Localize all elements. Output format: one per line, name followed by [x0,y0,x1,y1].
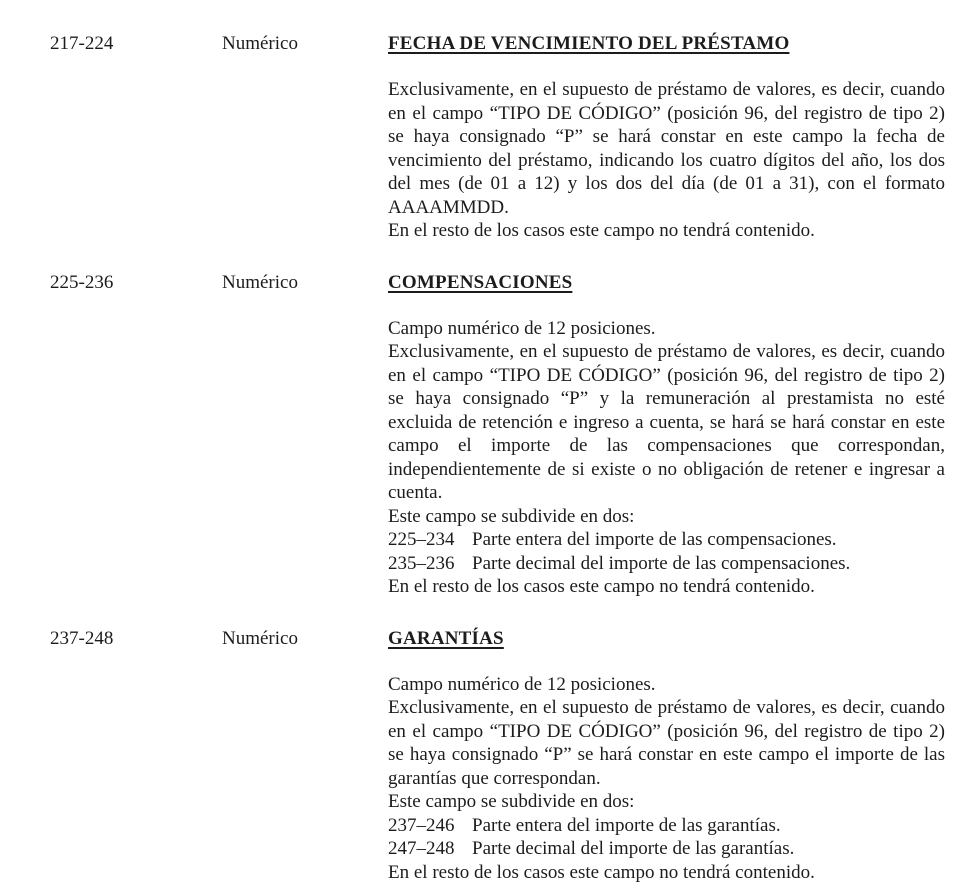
field-title: COMPENSACIONES [388,271,573,293]
paragraph: En el resto de los casos este campo no tendrá contenido. [388,576,815,597]
subdivision-range: 247–248 [388,838,455,859]
subdivision-description: Parte entera del importe de las compensaciones. [472,529,837,550]
paragraph: Exclusivamente, en el supuesto de préstamo de valores, es decir, cuando en el campo “TIPO DE CÓDIGO” (posición 96, del registro de tipo 2) se haya consignado “P” se hará constar en este campo el importe de las garantías que correspondan. [388,697,945,789]
paragraph: Exclusivamente, en el supuesto de préstamo de valores, es decir, cuando en el campo “TIPO DE CÓDIGO” (posición 96, del registro de tipo 2) se haya consignado “P” se hará constar en este campo la fecha de vencimiento del préstamo, indicando los cuatro dígitos del año, los dos del mes (de 01 a 12) y los dos del día (de 01 a 31), con el formato AAAAMMDD. [388,79,945,218]
paragraph: En el resto de los casos este campo no tendrá contenido. [388,220,815,241]
field-type: Numérico [222,271,298,293]
field-type: Numérico [222,33,298,54]
field-section-garantias [50,627,945,885]
field-section-compensaciones [50,271,945,599]
subdivision-range: 235–236 [388,552,455,574]
field-type: Numérico [222,627,298,649]
paragraph: Campo numérico de 12 posiciones. [388,673,656,695]
paragraph: Campo numérico de 12 posiciones. [388,317,656,339]
field-description [388,78,945,243]
subdivision-row [388,528,945,552]
field-title: GARANTÍAS [388,627,504,649]
subdivision-row [388,837,945,861]
subdivision-description: Parte entera del importe de las garantías. [472,814,781,836]
field-description [388,317,945,599]
subdivision-description: Parte decimal del importe de las garantías. [472,838,795,859]
field-section-fecha-vencimiento [50,32,945,243]
paragraph: Este campo se subdivide en dos: [388,505,635,527]
subdivision-row [388,814,945,838]
field-positions: 237-248 [50,627,114,649]
subdivision-description: Parte decimal del importe de las compensaciones. [472,552,851,574]
field-description [388,673,945,885]
field-positions: 217-224 [50,33,114,54]
subdivision-range: 237–246 [388,814,455,836]
field-positions: 225-236 [50,271,114,293]
field-main-column [388,32,945,243]
field-title: FECHA DE VENCIMIENTO DEL PRÉSTAMO [388,33,790,54]
subdivision-range: 225–234 [388,529,455,550]
field-main-column [388,627,945,885]
field-main-column [388,271,945,599]
subdivision-row [388,552,945,576]
paragraph: Exclusivamente, en el supuesto de préstamo de valores, es decir, cuando en el campo “TIPO DE CÓDIGO” (posición 96, del registro de tipo 2) se haya consignado “P” y la remuneración al prestamista no esté excluida de retención e ingreso a cuenta, se hará se hará constar en este campo el importe de las compensaciones que correspondan, independientemente de si existe o no obligación de retener e ingresar a cuenta. [388,341,945,503]
paragraph: En el resto de los casos este campo no tendrá contenido. [388,861,815,883]
paragraph: Este campo se subdivide en dos: [388,791,635,812]
